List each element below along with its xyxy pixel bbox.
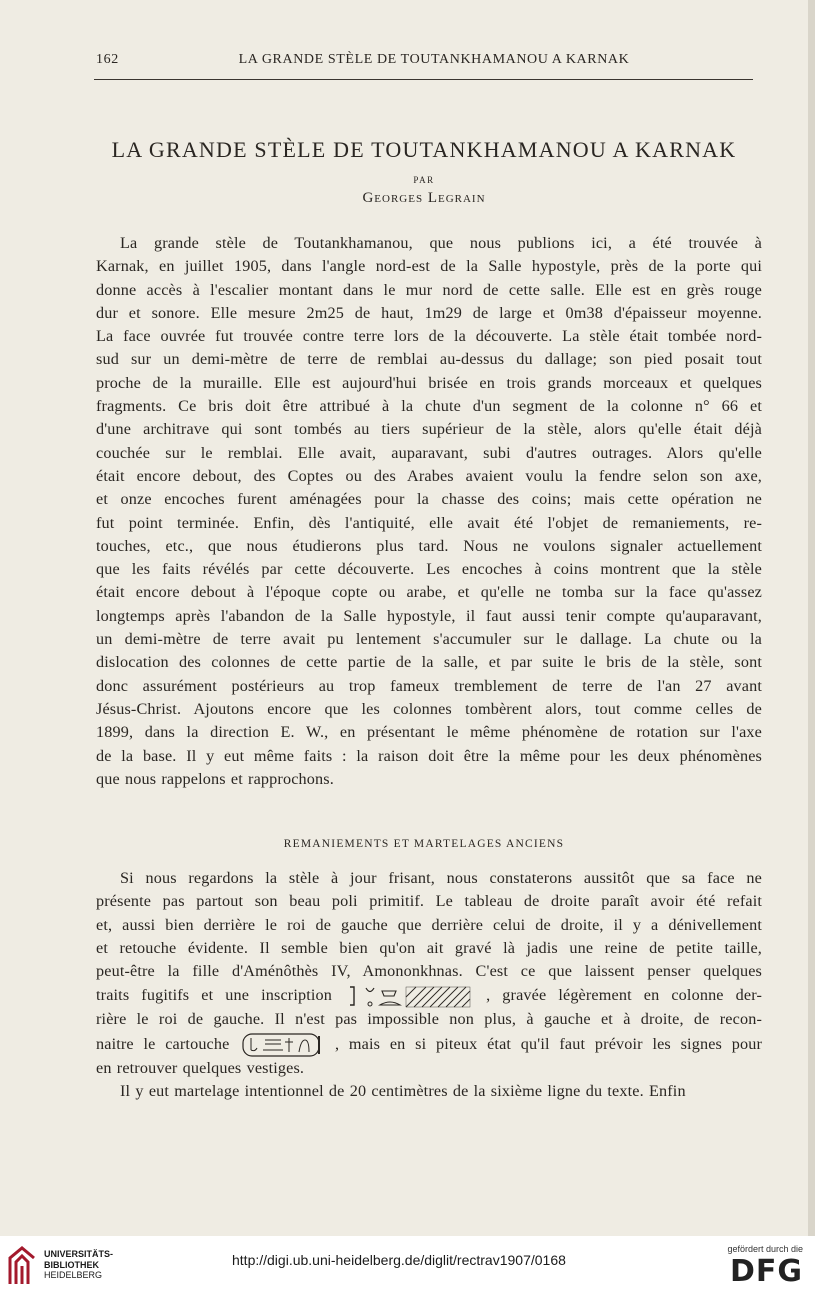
text-line: dur et sonore. Elle mesure 2m25 de haut, 1m29 de large et 0m38 d'épaisseur moyenne. — [96, 303, 762, 322]
text-line: couchée sur le remblai. Elle avait, auparavant, subi d'autres outrages. Alors qu'elle — [96, 443, 762, 462]
byline-par: PAR — [413, 175, 435, 185]
cartouche-text-after: , mais en si piteux état qu'il faut prévoir les signes pour — [334, 1034, 762, 1053]
text-line: d'une architrave qui sont tombés au tiers supérieur de la stèle, alors qu'elle était déjà — [96, 420, 762, 439]
text-line: en retrouver quelques vestiges. — [96, 1058, 305, 1077]
text-line: rière le roi de gauche. Il n'est pas impossible non plus, à gauche et à droite, de recon- — [96, 1010, 762, 1029]
text-line: présente pas partout son beau poli primitif. Le tableau de droite paraît avoir été refait — [96, 892, 762, 911]
text-line: Il y eut martelage intentionnel de 20 centimètres de la sixième ligne du texte. Enfin — [120, 1082, 686, 1101]
header-rule — [94, 79, 753, 80]
text-line: de la base. Il y eut même faits : la raison doit être la même pour les deux phénomènes — [96, 746, 762, 765]
cartouche-line — [96, 1032, 762, 1057]
page-number: 162 — [96, 52, 119, 67]
text-line: était encore debout, des Coptes ou des Arabes avaient voulu la fendre selon son axe, — [96, 466, 762, 485]
text-line: Jésus-Christ. Ajoutons encore que les colonnes tombèrent alors, tout comme celles de — [96, 699, 762, 718]
inscription-text-after: , gravée légèrement en colonne der- — [486, 986, 762, 1005]
text-line: 1899, dans la direction E. W., en présentant le même phénomène de rotation sur l'axe — [96, 723, 762, 742]
page-edge — [808, 0, 815, 1236]
paragraph-1 — [96, 232, 762, 791]
text-line: fragments. Ce bris doit être attribué à la chute d'un segment de la colonne n° 66 et — [96, 397, 762, 416]
text-line: sud sur un demi-mètre de terre de remblai au-dessus du dallage; son pied posait tout — [96, 350, 762, 369]
text-line: proche de la muraille. Elle est aujourd'hui brisée en trois grands morceaux et quelques — [96, 373, 762, 392]
text-line: dislocation des colonnes de cette partie de la salle, et par suite le bris de la stèle, sont — [96, 653, 762, 672]
cartouche-icon — [239, 1032, 325, 1058]
funding-caption: gefördert durch die — [727, 1244, 803, 1254]
library-line-1: UNIVERSITÄTS- — [44, 1249, 114, 1259]
running-title: LA GRANDE STÈLE DE TOUTANKHAMANOU A KARNAK — [238, 52, 630, 67]
hieroglyph-inscription-icon — [344, 985, 474, 1009]
library-line-2: BIBLIOTHEK — [44, 1259, 99, 1270]
text-line: était encore debout à l'époque copte ou arabe, et qu'elle ne tomba sur la face qu'assez — [96, 583, 762, 602]
text-line: que nous rappelons et rapprochons. — [96, 769, 334, 788]
cartouche-text-before: naitre le cartouche — [96, 1034, 230, 1053]
article-title: LA GRANDE STÈLE DE TOUTANKHAMANOU A KARNAK — [111, 137, 737, 162]
viewer-footer — [0, 1236, 815, 1294]
text-line: donne accès à l'escalier montant dans le mur nord de cette salle. Elle est en grès rouge — [96, 280, 762, 299]
dfg-logo[interactable]: DFG — [729, 1254, 803, 1289]
text-line: Si nous regardons la stèle à jour frisant, nous constaterons aussitôt que sa face ne — [120, 869, 762, 887]
permalink-url[interactable]: http://digi.ub.uni-heidelberg.de/diglit/rectrav1907/0168 — [232, 1252, 566, 1268]
paragraph-2 — [96, 867, 762, 1103]
text-line: fut point terminée. Enfin, dès l'antiquité, elle avait été l'objet de remaniements, re- — [96, 513, 762, 532]
text-line: donc assurément postérieurs au trop fameux tremblement de terre de l'an 27 avant — [96, 676, 762, 695]
text-line: longtemps après l'abandon de la Salle hypostyle, il faut aussi tenir compte qu'auparavant, — [96, 606, 762, 625]
running-header — [96, 52, 752, 74]
text-line: La grande stèle de Toutankhamanou, que nous publions ici, a été trouvée à — [120, 234, 762, 252]
university-library-logo-icon[interactable] — [8, 1246, 36, 1286]
text-line: un demi-mètre de terre avait pu lentement s'accumuler sur le dallage. La chute ou la — [96, 630, 762, 649]
text-line: Karnak, en juillet 1905, dans l'angle nord-est de la Salle hypostyle, près de la porte qui — [96, 257, 762, 276]
section-heading: REMANIEMENTS ET MARTELAGES ANCIENS — [283, 838, 565, 850]
inscription-text-before: traits fugitifs et une inscription — [96, 986, 332, 1005]
text-line: que les faits révélés par cette découverte. Les encoches à coins montrent que la stèle — [96, 560, 762, 579]
text-line: peut-être la fille d'Aménôthès IV, Amononkhnas. C'est ce que laissent penser quelques — [96, 962, 762, 981]
text-line: et onze encoches furent aménagées pour la chasse des coins; mais cette opération ne — [96, 490, 762, 509]
text-line: touches, etc., que nous étudierons plus tard. Nous ne voulons signaler actuellement — [96, 536, 762, 555]
library-line-3: HEIDELBERG — [44, 1270, 103, 1280]
library-name — [44, 1249, 113, 1281]
text-line: et retouche évidente. Il semble bien qu'on ait gravé là jadis une reine de petite taille, — [96, 938, 762, 957]
text-line: La face ouvrée fut trouvée contre terre lors de la découverte. La stèle était tombée nord- — [96, 327, 762, 346]
author-name: Georges Legrain — [362, 190, 486, 206]
text-line: et, aussi bien derrière le roi de gauche que derrière celui de droite, il y a dénivellement — [96, 915, 762, 934]
inscription-line — [96, 983, 762, 1008]
